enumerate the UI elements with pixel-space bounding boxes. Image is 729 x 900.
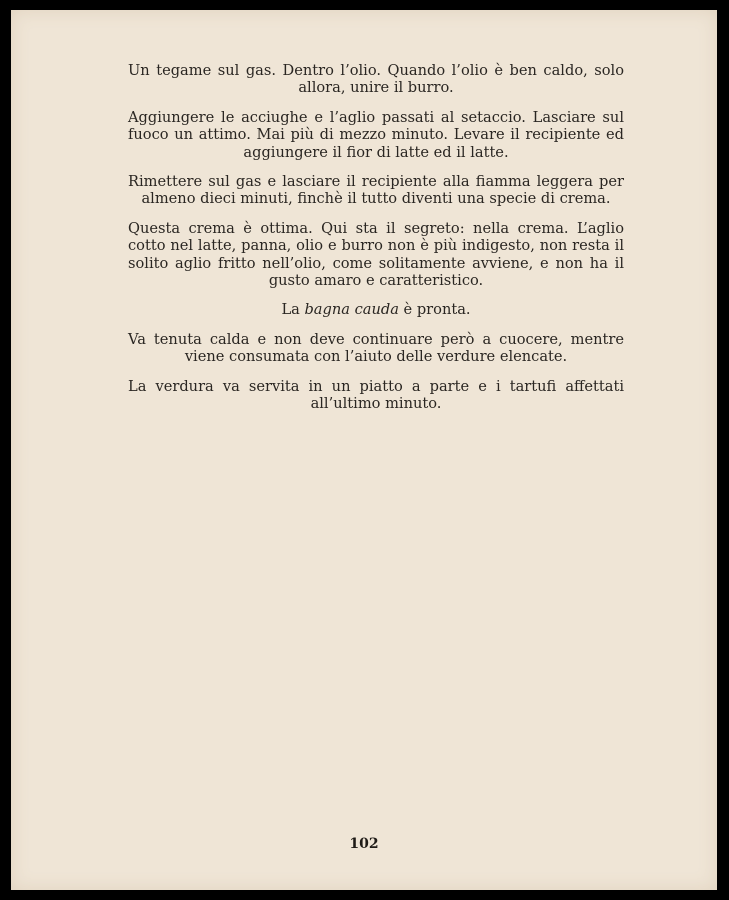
paragraph-5 <box>128 301 624 318</box>
body-text <box>128 62 624 425</box>
paragraph-1: Un tegame sul gas. Dentro l’olio. Quando l’olio è ben caldo, solo allora, unire il burro. <box>128 62 624 97</box>
paragraph-7: La verdura va servita in un piatto a parte e i tartufi affettati all’ultimo minuto. <box>128 377 624 413</box>
paragraph-2: Aggiungere le acciughe e l’aglio passati al setaccio. Lasciare sul fuoco un attimo. Mai più di mezzo minuto. Levare il recipiente ed aggiungere il fior di latte ed il latte. <box>128 108 624 161</box>
paragraph-5-prefix: La <box>281 301 305 319</box>
page-number: 102 <box>349 836 379 852</box>
paragraph-3: Rimettere sul gas e lasciare il recipiente alla fiamma leggera per almeno dieci minuti, finchè il tutto diventi una specie di crema. <box>128 173 624 208</box>
paragraph-4: Questa crema è ottima. Qui sta il segreto: nella crema. L’aglio cotto nel latte, panna, olio e burro non è più indigesto, non resta il solito aglio fritto nell’olio, come solitamente avviene, e non ha il gusto amaro e caratteristico. <box>128 219 624 290</box>
paragraph-5-suffix: è pronta. <box>398 301 471 319</box>
paragraph-6: Va tenuta calda e non deve continuare però a cuocere, mentre viene consumata con l’aiuto delle verdure elencate. <box>128 330 624 366</box>
book-page <box>11 10 717 890</box>
paragraph-5-italic: bagna cauda <box>304 301 399 319</box>
